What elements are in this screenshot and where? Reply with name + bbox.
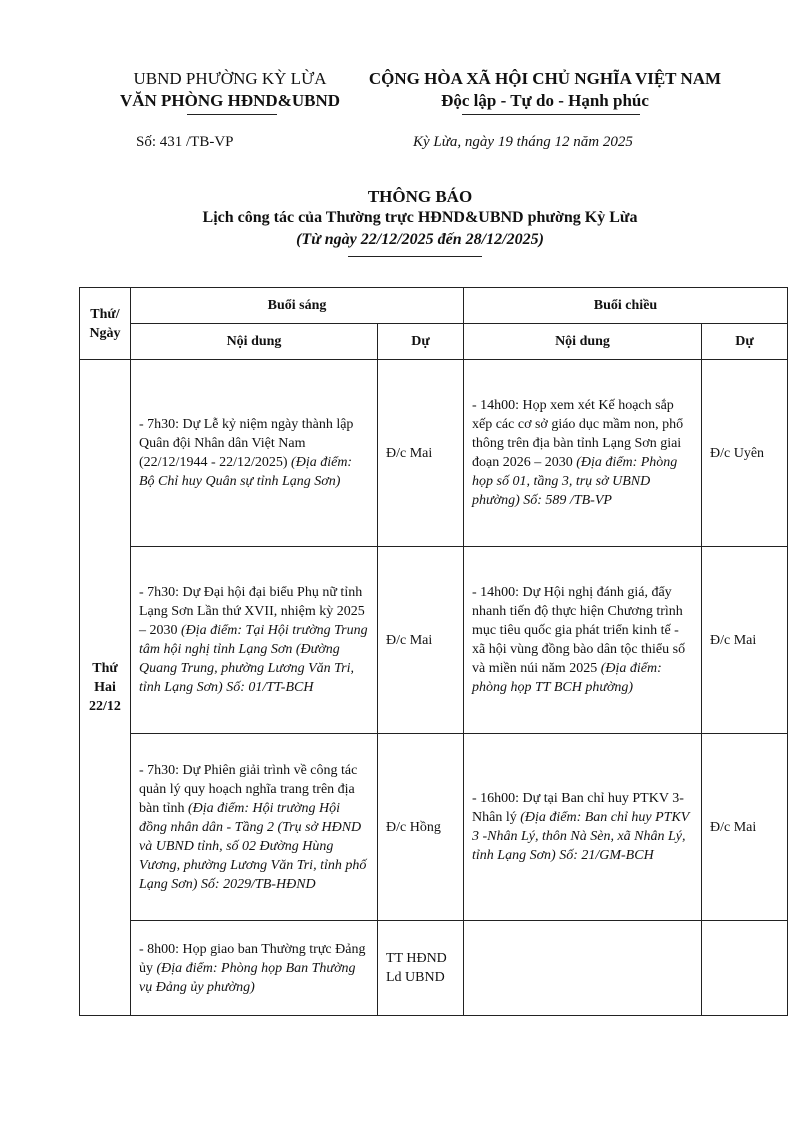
morning-content-cell [131,734,378,921]
title-underline [348,256,482,257]
header-morning: Buổi sáng [131,288,464,324]
morning-activity: - 8h00: Họp giao ban Thường trực Đảng ủy [139,941,366,976]
notice-title: THÔNG BÁO [367,187,473,206]
afternoon-activity: - 16h00: Dự tại Ban chỉ huy PTKV 3-Nhân lý [472,791,684,825]
day-cell: Thứ Hai 22/12 [80,360,131,1016]
morning-content-cell [131,921,378,1016]
afternoon-attendee: Đ/c Mai [702,547,788,734]
table-row [80,921,788,1016]
morning-attendee: Đ/c Mai [378,547,464,734]
morning-attendee: Đ/c Mai [378,360,464,547]
morning-activity: - 7h30: Dự Phiên giải trình về công tác quản lý quy hoạch nghĩa trang trên địa bàn tỉnh [139,762,358,816]
header-afternoon: Buổi chiều [464,288,788,324]
issuer-block [70,68,390,112]
afternoon-content-cell [464,360,702,547]
morning-content-cell [131,547,378,734]
table-row [80,734,788,921]
afternoon-content-cell [464,734,702,921]
issuer-line-1: UBND PHƯỜNG KỲ LỪA [133,69,327,88]
morning-attendee: Đ/c Hồng [378,734,464,921]
table-row [80,360,788,547]
afternoon-location: (Địa điểm: Ban chỉ huy PTKV 3 -Nhân Lý, thôn Nà Sèn, xã Nhân Lý, tỉnh Lạng Sơn) Số: 21/GM-BCH [472,810,690,863]
motto-underline [462,114,640,115]
document-number: Số: 431 /TB-VP [136,134,234,150]
afternoon-content-cell [464,547,702,734]
notice-subtitle: Lịch công tác của Thường trực HĐND&UBND phường Kỳ Lừa [202,209,638,226]
header-afternoon-content: Nội dung [464,324,702,360]
afternoon-attendee [702,921,788,1016]
morning-location: (Địa điểm: Hội trường Hội đồng nhân dân - Tầng 2 (Trụ sở HĐND và UBND tỉnh, số 02 Đường Hùng Vương, phường Lương Văn Tri, tỉnh phố Lạng Sơn) Số: 2029/TB-HĐND [139,800,367,892]
afternoon-activity: - 14h00: Dự Hội nghị đánh giá, đẩy nhanh tiến độ thực hiện Chương trình mục tiêu quốc gia phát triển kinh tế - xã hội vùng đồng bào dân tộc thiểu số và miền núi năm 2025 [472,585,686,676]
header-morning-content: Nội dung [131,324,378,360]
national-motto: Độc lập - Tự do - Hạnh phúc [441,91,649,110]
afternoon-content-cell [464,921,702,1016]
notice-title-block [80,187,760,251]
table-row [80,547,788,734]
afternoon-attendee: Đ/c Uyên [702,360,788,547]
national-motto-block [355,68,735,112]
issuer-line-2: VĂN PHÒNG HĐND&UBND [119,91,341,110]
morning-attendee: TT HĐND Ld UBND [378,921,464,1016]
issuer-underline [187,114,277,115]
morning-location: (Địa điểm: Bộ Chỉ huy Quân sự tỉnh Lạng Sơn) [139,455,353,489]
morning-location: (Địa điểm: Phòng họp Ban Thường vụ Đảng ủy phường) [139,960,356,995]
document-date: Kỳ Lừa, ngày 19 tháng 12 năm 2025 [413,134,633,150]
morning-content-cell [131,360,378,547]
afternoon-attendee: Đ/c Mai [702,734,788,921]
afternoon-activity: - 14h00: Họp xem xét Kế hoạch sắp xếp các cơ sở giáo dục mầm non, phổ thông trên địa bàn tỉnh Lạng Sơn giai đoạn 2026 – 2030 [472,398,684,470]
schedule-table [79,287,788,1016]
afternoon-location: (Địa điểm: phòng họp TT BCH phường) [472,661,662,695]
header-day: Thứ/ Ngày [80,288,131,360]
header-morning-attend: Dự [378,324,464,360]
morning-location: (Địa điểm: Tại Hội trường Trung tâm hội nghị tỉnh Lạng Sơn (Đường Quang Trung, phường Lương Văn Tri, tỉnh Lạng Sơn) Số: 01/TT-BCH [139,623,368,695]
table-header-row [80,288,788,324]
table-subheader-row [80,324,788,360]
afternoon-location: (Địa điểm: Phòng họp số 01, tầng 3, trụ sở UBND phường) Số: 589 /TB-VP [472,455,678,508]
header-afternoon-attend: Dự [702,324,788,360]
morning-activity: - 7h30: Dự Lễ kỷ niệm ngày thành lập Quân đội Nhân dân Việt Nam (22/12/1944 - 22/12/2025) [139,417,354,470]
notice-date-range: (Từ ngày 22/12/2025 đến 28/12/2025) [296,231,544,248]
morning-activity: - 7h30: Dự Đại hội đại biểu Phụ nữ tỉnh Lạng Sơn Lần thứ XVII, nhiệm kỳ 2025 – 2030 [139,585,365,638]
national-title: CỘNG HÒA XÃ HỘI CHỦ NGHĨA VIỆT NAM [368,69,722,88]
